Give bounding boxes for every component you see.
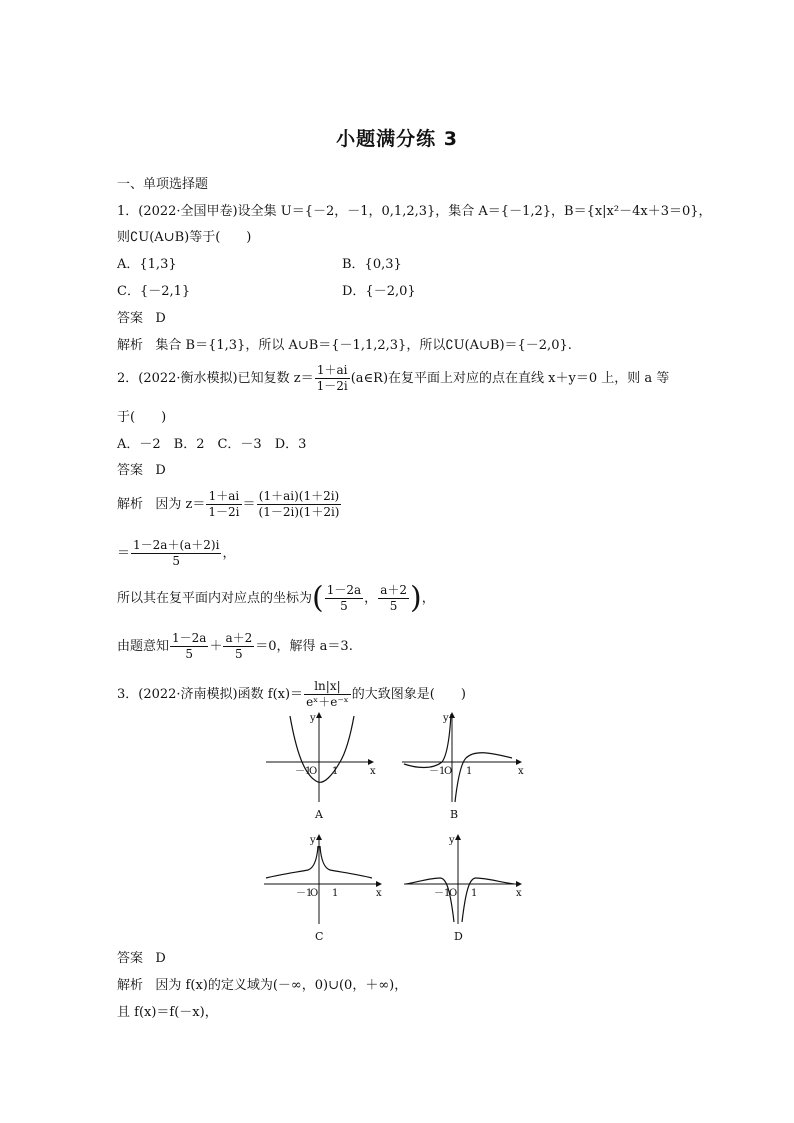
tick-neg-label: －1 bbox=[296, 888, 313, 899]
q2-step2-suffix: ， bbox=[222, 546, 236, 561]
x-axis-arrow-icon bbox=[516, 881, 522, 887]
origin-label: O bbox=[444, 766, 453, 777]
y-axis-arrow-icon bbox=[316, 712, 322, 718]
origin-label: O bbox=[310, 888, 319, 899]
tick-pos-label: 1 bbox=[471, 888, 478, 899]
q2-cond-frac2-denominator: 5 bbox=[235, 647, 243, 661]
q2-equals: ＝ bbox=[242, 497, 256, 512]
q2-coord-y-denominator: 5 bbox=[389, 599, 398, 613]
tick-neg-label: －1 bbox=[295, 766, 312, 777]
axis-x-label: x bbox=[376, 888, 382, 899]
q3-stem-suffix: 的大致图象是( ) bbox=[351, 687, 466, 702]
q3-f-denominator: eˣ＋e⁻ˣ bbox=[306, 695, 349, 709]
q1-analysis-line bbox=[117, 337, 572, 355]
q2-step1-numerator: (1＋ai)(1＋2i) bbox=[257, 489, 342, 505]
q2-condition-line bbox=[117, 631, 353, 662]
page-title: 小题满分练 3 bbox=[336, 128, 458, 150]
q2-cond-plus: ＋ bbox=[209, 639, 223, 654]
q1-answer: D bbox=[155, 311, 166, 326]
q2-step2-fraction bbox=[131, 538, 221, 569]
origin-label: O bbox=[449, 888, 458, 899]
answer-label: 答案 bbox=[117, 311, 144, 326]
q3-stem bbox=[117, 679, 466, 710]
answer-label: 答案 bbox=[117, 463, 144, 478]
q2-analysis-prefix: 因为 z＝ bbox=[155, 497, 206, 512]
graph-c-right-curve bbox=[320, 846, 372, 878]
x-axis-arrow-icon bbox=[376, 881, 382, 887]
q2-coord-prefix: 所以其在复平面内对应点的坐标为 bbox=[117, 591, 313, 606]
answer-label: 答案 bbox=[117, 951, 144, 966]
origin-label: O bbox=[309, 766, 318, 777]
q2-coord-x-denominator: 5 bbox=[340, 599, 348, 613]
axis-y-label: y bbox=[443, 713, 449, 724]
q2-coordinate-line: 所以其在复平面内对应点的坐标为( $\frac{1-2a}{5}$ ， $\frac{a+2}{5}$ )， bbox=[117, 580, 435, 616]
axis-y-label: y bbox=[449, 835, 455, 846]
q2-z-fraction bbox=[315, 363, 350, 394]
q2-stem-line2: 于( ) bbox=[117, 410, 167, 425]
q2-z-fraction-repeat bbox=[206, 489, 241, 520]
y-axis-arrow-icon bbox=[449, 712, 455, 718]
q2-cond-frac1 bbox=[170, 631, 208, 662]
q2-cond-frac2-numerator: a＋2 bbox=[225, 631, 253, 645]
graph-b-label: B bbox=[450, 808, 459, 821]
q3-analysis-1: 因为 f(x)的定义域为(－∞，0)∪(0，＋∞)， bbox=[155, 978, 408, 993]
analysis-label: 解析 bbox=[117, 978, 144, 993]
q2-coord-sep: ， bbox=[364, 591, 378, 606]
q2-coord-y-numerator: a＋2 bbox=[380, 583, 407, 597]
q2-step1-fraction bbox=[257, 489, 342, 520]
q2-cond-frac1-numerator: 1－2a bbox=[172, 631, 207, 645]
q2-answer-line bbox=[117, 462, 166, 480]
axis-y-label: y bbox=[310, 835, 316, 846]
q2-z-denominator-repeat: 1－2i bbox=[208, 505, 240, 519]
q1-stem-line1: 1．(2022·全国甲卷)设全集 U＝{－2，－1，0,1,2,3}，集合 A＝{－1,2}，B＝{x|x²－4x＋3＝0}， bbox=[117, 204, 712, 219]
graph-a bbox=[266, 710, 376, 821]
q1-option-b: B．{0,3} bbox=[342, 257, 402, 272]
q2-stem-prefix: 2．(2022·衡水模拟)已知复数 z＝ bbox=[117, 371, 314, 386]
q2-step2-numerator: 1－2a＋(a＋2)i bbox=[133, 538, 220, 552]
graph-c bbox=[264, 832, 384, 943]
graph-c-label: C bbox=[315, 930, 324, 943]
section-heading: 一、单项选择题 bbox=[117, 177, 209, 192]
tick-pos-label: 1 bbox=[332, 766, 339, 777]
analysis-label: 解析 bbox=[117, 338, 144, 353]
axis-x-label: x bbox=[518, 766, 524, 777]
q3-f-fraction bbox=[304, 679, 351, 710]
graph-d-right-curve bbox=[462, 878, 514, 922]
x-axis-arrow-icon bbox=[516, 759, 522, 765]
q2-stem-suffix: (a∈R)在复平面上对应的点在直线 x＋y＝0 上，则 a 等 bbox=[350, 371, 670, 386]
q1-analysis: 集合 B＝{1,3}，所以 A∪B＝{－1,1,2,3}，所以∁U(A∪B)＝{－2,0}. bbox=[155, 338, 572, 353]
q2-cond-prefix: 由题意知 bbox=[117, 639, 170, 654]
q2-analysis-line1 bbox=[117, 489, 342, 520]
graph-d bbox=[404, 832, 524, 943]
q2-coord-suffix: ， bbox=[421, 591, 435, 606]
q2-step2-denominator: 5 bbox=[172, 554, 181, 568]
q3-answer-line bbox=[117, 950, 166, 968]
q2-cond-frac1-denominator: 5 bbox=[185, 647, 194, 661]
q1-option-d: D．{－2,0} bbox=[342, 284, 416, 299]
x-axis-arrow-icon bbox=[368, 759, 374, 765]
q2-stem-line1 bbox=[117, 363, 669, 394]
q3-analysis-line1 bbox=[117, 977, 407, 995]
tick-pos-label: 1 bbox=[466, 766, 473, 777]
q1-option-a: A．{1,3} bbox=[117, 257, 177, 272]
y-axis-arrow-icon bbox=[455, 834, 461, 840]
axis-x-label: x bbox=[516, 888, 522, 899]
analysis-label: 解析 bbox=[117, 497, 144, 512]
q2-coord-x-numerator: 1－2a bbox=[326, 583, 362, 597]
q3-f-numerator: ln|x| bbox=[304, 679, 351, 695]
q2-coord-y bbox=[378, 583, 409, 614]
q2-step1-denominator: (1－2i)(1＋2i) bbox=[258, 505, 340, 519]
axis-x-label: x bbox=[370, 766, 376, 777]
q2-equals: ＝ bbox=[117, 546, 131, 561]
q3-analysis-line2: 且 f(x)＝f(－x)， bbox=[117, 1005, 218, 1020]
axis-y-label: y bbox=[310, 713, 316, 724]
tick-neg-label: －1 bbox=[434, 888, 451, 899]
q1-answer-line bbox=[117, 310, 166, 328]
tick-neg-label: －1 bbox=[429, 766, 446, 777]
graph-d-left-curve bbox=[406, 878, 454, 922]
q1-option-c: C．{－2,1} bbox=[117, 284, 191, 299]
q2-analysis-line2 bbox=[117, 538, 235, 569]
graph-d-label: D bbox=[454, 930, 463, 943]
q2-cond-suffix: ＝0，解得 a＝3. bbox=[255, 639, 353, 654]
q3-stem-prefix: 3．(2022·济南模拟)函数 f(x)＝ bbox=[117, 687, 304, 702]
q2-options: A．－2 B．2 C．－3 D．3 bbox=[117, 437, 307, 452]
q2-z-numerator-repeat: 1＋ai bbox=[206, 489, 241, 505]
y-axis-arrow-icon bbox=[316, 834, 322, 840]
graph-a-label: A bbox=[315, 808, 323, 821]
tick-pos-label: 1 bbox=[332, 888, 339, 899]
q2-z-numerator: 1＋ai bbox=[315, 363, 350, 379]
q2-coord-x bbox=[325, 583, 363, 614]
graph-c-left-curve bbox=[266, 846, 318, 878]
q1-stem-line2: 则∁U(A∪B)等于( ) bbox=[117, 230, 252, 245]
q2-z-denominator: 1－2i bbox=[316, 379, 348, 393]
graph-b bbox=[402, 710, 524, 821]
q3-answer: D bbox=[155, 951, 166, 966]
q2-answer: D bbox=[155, 463, 166, 478]
graph-b-right-curve bbox=[455, 753, 512, 802]
q2-cond-frac2 bbox=[223, 631, 254, 662]
